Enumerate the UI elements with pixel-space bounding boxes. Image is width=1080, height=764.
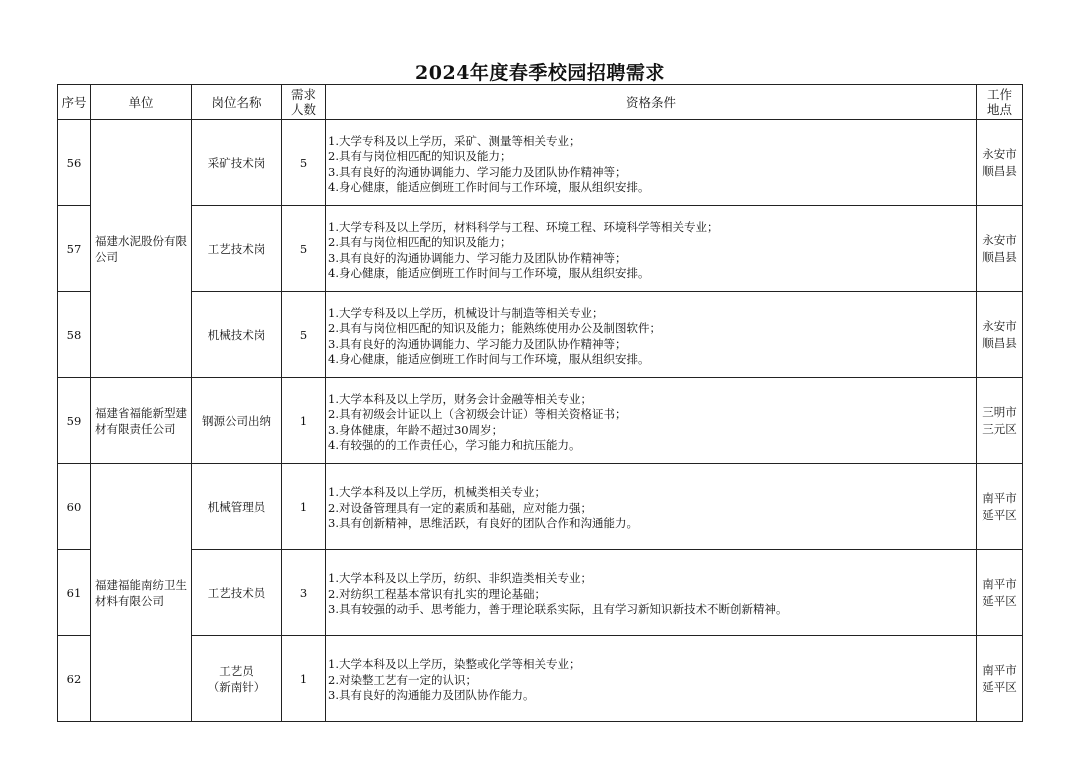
requirement-line: 2.具有与岗位相匹配的知识及能力；	[328, 149, 512, 163]
work-location	[977, 636, 1023, 722]
requirement-line: 1.大学本科及以上学历，纺织、非织造类相关专业；	[328, 571, 592, 586]
requirement-line: 3.具有良好的沟通协调能力、学习能力及团队协作精神等；	[328, 250, 627, 265]
position-name	[192, 206, 282, 292]
header-location	[977, 85, 1023, 120]
table-row	[58, 120, 1023, 206]
requirement-line: 1.大学本科及以上学历，机械类相关专业；	[328, 485, 546, 500]
position-line: 工艺员	[219, 663, 254, 678]
requirements	[326, 206, 977, 292]
header-no: 序号	[58, 85, 91, 120]
row-number: 59	[58, 378, 91, 464]
unit-name: 福建省福能新型建材有限责任公司	[91, 378, 192, 464]
header-location-line1: 工作	[986, 87, 1012, 102]
position-name	[192, 550, 282, 636]
headcount: 5	[282, 206, 326, 292]
requirement-line: 3.具有良好的沟通能力及团队协作能力。	[328, 688, 535, 703]
requirement-line: 3.具有良好的沟通协调能力、学习能力及团队协作精神等；	[328, 164, 627, 179]
position-name	[192, 378, 282, 464]
recruitment-table	[57, 84, 1023, 722]
row-number: 61	[58, 550, 91, 636]
work-location	[977, 464, 1023, 550]
position-name	[192, 464, 282, 550]
requirement-line: 2.对染整工艺有一定的认识；	[328, 672, 477, 687]
position-line: 工艺技术员	[207, 585, 266, 600]
requirement-line: 1.大学专科及以上学历，采矿、测量等相关专业；	[328, 133, 581, 148]
location-line: 三元区	[982, 421, 1017, 436]
requirements	[326, 464, 977, 550]
position-name	[192, 120, 282, 206]
location-line: 顺昌县	[982, 335, 1017, 350]
location-line: 永安市	[982, 318, 1017, 333]
requirement-line: 2.对设备管理具有一定的素质和基础，应对能力强；	[328, 500, 592, 515]
location-line: 顺昌县	[982, 249, 1017, 264]
header-location-line2: 地点	[986, 102, 1012, 117]
work-location	[977, 378, 1023, 464]
location-line: 三明市	[982, 404, 1017, 419]
table-row	[58, 378, 1023, 464]
table-row	[58, 464, 1023, 550]
requirement-line: 4.身心健康，能适应倒班工作时间与工作环境，服从组织安排。	[328, 180, 650, 194]
headcount: 1	[282, 378, 326, 464]
location-line: 延平区	[982, 679, 1017, 694]
position-name	[192, 292, 282, 378]
requirement-line: 3.具有创新精神，思维活跃，有良好的团队合作和沟通能力。	[328, 516, 638, 531]
headcount: 1	[282, 464, 326, 550]
location-line: 南平市	[982, 576, 1017, 591]
requirement-line: 1.大学专科及以上学历，材料科学与工程、环境工程、环境科学等相关专业；	[328, 219, 719, 234]
requirement-line: 2.具有与岗位相匹配的知识及能力；能熟练使用办公及制图软件；	[328, 321, 661, 335]
table-header-row	[58, 85, 1023, 120]
requirement-line: 3.具有良好的沟通协调能力、学习能力及团队协作精神等；	[328, 336, 627, 351]
position-line: 机械技术岗	[207, 327, 266, 342]
requirement-line: 3.身体健康，年龄不超过30周岁；	[328, 422, 504, 437]
row-number: 62	[58, 636, 91, 722]
row-number: 60	[58, 464, 91, 550]
table-row	[58, 636, 1023, 722]
work-location	[977, 120, 1023, 206]
header-count-line2: 人数	[290, 102, 316, 117]
work-location	[977, 292, 1023, 378]
position-line: （新南针）	[207, 679, 266, 694]
position-name	[192, 636, 282, 722]
page-title: 2024年度春季校园招聘需求	[415, 62, 665, 84]
header-count-line1: 需求	[290, 87, 316, 102]
position-line: 钢源公司出纳	[202, 413, 271, 428]
unit-name: 福建福能南纺卫生材料有限公司	[91, 464, 192, 722]
header-position: 岗位名称	[192, 85, 282, 120]
location-line: 永安市	[982, 146, 1017, 161]
position-line: 机械管理员	[207, 499, 266, 514]
table-row	[58, 292, 1023, 378]
requirement-line: 3.具有较强的动手、思考能力，善于理论联系实际，且有学习新知识新技术不断创新精神。	[328, 602, 788, 617]
location-line: 南平市	[982, 490, 1017, 505]
requirements	[326, 636, 977, 722]
requirement-line: 4.有较强的的工作责任心，学习能力和抗压能力。	[328, 438, 581, 452]
location-line: 永安市	[982, 232, 1017, 247]
location-line: 南平市	[982, 662, 1017, 677]
work-location	[977, 550, 1023, 636]
unit-name: 福建水泥股份有限公司	[91, 120, 192, 378]
position-line: 工艺技术岗	[207, 241, 266, 256]
requirements	[326, 378, 977, 464]
requirement-line: 4.身心健康，能适应倒班工作时间与工作环境，服从组织安排。	[328, 352, 650, 366]
header-requirements: 资格条件	[326, 85, 977, 120]
row-number: 57	[58, 206, 91, 292]
headcount: 1	[282, 636, 326, 722]
headcount: 5	[282, 292, 326, 378]
headcount: 3	[282, 550, 326, 636]
row-number: 58	[58, 292, 91, 378]
location-line: 延平区	[982, 507, 1017, 522]
table-row	[58, 550, 1023, 636]
requirement-line: 1.大学专科及以上学历，机械设计与制造等相关专业；	[328, 305, 604, 320]
requirements	[326, 292, 977, 378]
requirement-line: 4.身心健康，能适应倒班工作时间与工作环境，服从组织安排。	[328, 266, 650, 280]
requirements	[326, 120, 977, 206]
header-unit: 单位	[91, 85, 192, 120]
headcount: 5	[282, 120, 326, 206]
table-row	[58, 206, 1023, 292]
requirement-line: 1.大学本科及以上学历，染整或化学等相关专业；	[328, 657, 581, 672]
work-location	[977, 206, 1023, 292]
location-line: 延平区	[982, 593, 1017, 608]
requirement-line: 1.大学本科及以上学历，财务会计金融等相关专业；	[328, 391, 592, 406]
row-number: 56	[58, 120, 91, 206]
requirement-line: 2.对纺织工程基本常识有扎实的理论基础；	[328, 586, 546, 601]
requirements	[326, 550, 977, 636]
location-line: 顺昌县	[982, 163, 1017, 178]
position-line: 采矿技术岗	[207, 155, 266, 170]
header-count	[282, 85, 326, 120]
requirement-line: 2.具有初级会计证以上（含初级会计证）等相关资格证书；	[328, 407, 627, 421]
requirement-line: 2.具有与岗位相匹配的知识及能力；	[328, 235, 512, 249]
